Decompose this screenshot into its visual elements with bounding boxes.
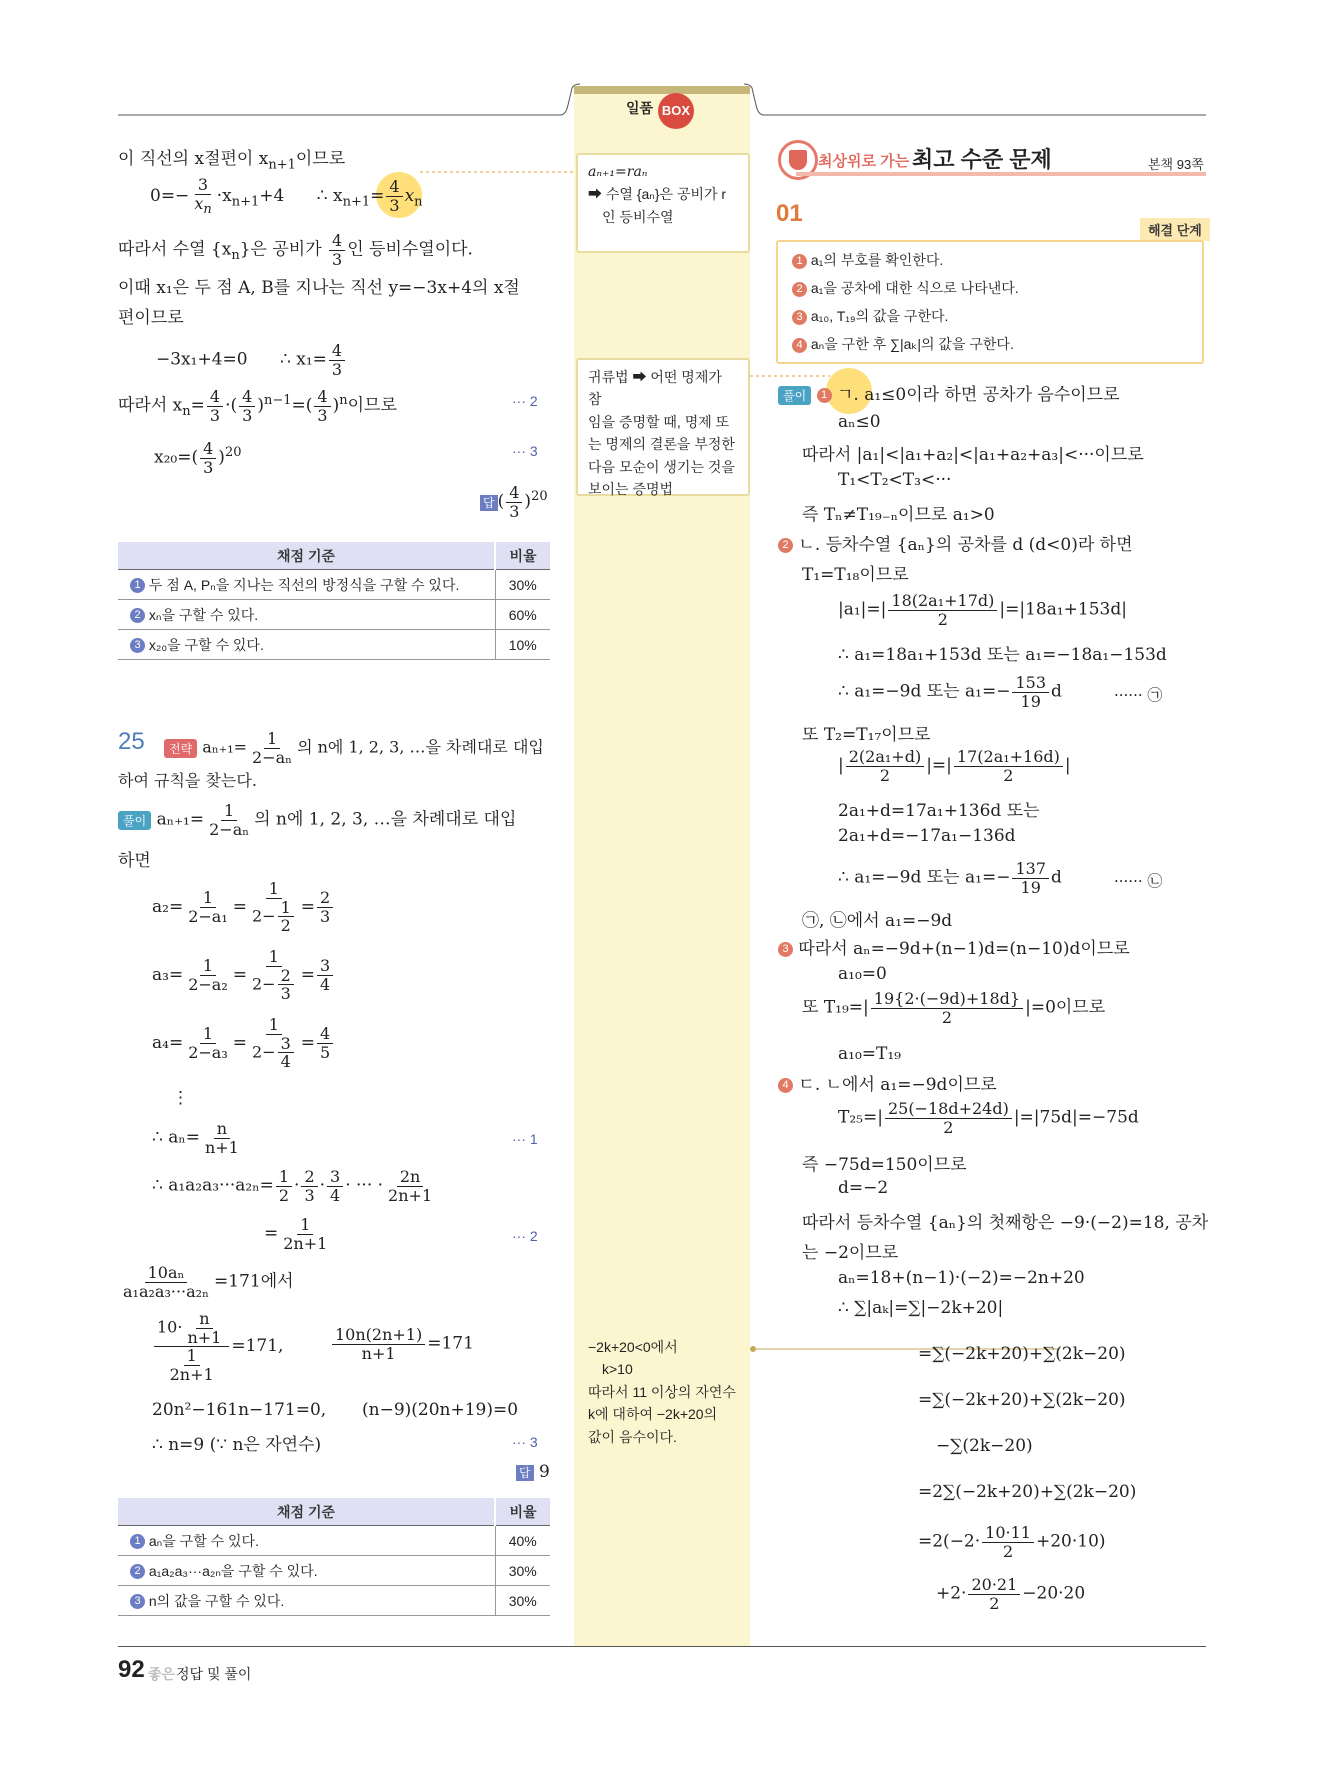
right-line-13: 3 따라서 aₙ=−9d+(n−1)d=(n−10)d이므로 xyxy=(778,934,1130,959)
left-line-6: x₂₀=( $\frac{4}{3}$ )$^{20}$ xyxy=(154,439,242,477)
left-line-4: 편이므로 xyxy=(118,308,184,328)
solution-25-2: 하면 xyxy=(118,851,151,871)
sum-line-1: ∴ ∑|aₖ|=∑|−2k+20| xyxy=(838,1298,1004,1318)
eq-product: ∴ a₁a₂a₃···a₂ₙ= $\frac{1}{2}$ · $\frac{2}{3}$ · $\frac{3}{4}$ · ··· · $\frac{2n}{2n+1}$ xyxy=(152,1167,433,1205)
right-line-9: 또 T₂=T₁₇이므로 xyxy=(802,725,931,745)
section-small-title: 최상위로 가는 xyxy=(818,153,910,170)
eq-an: ∴ aₙ= $\frac{n}{n+1}$ xyxy=(152,1119,239,1157)
steps-tag: 해결 단계 xyxy=(1140,218,1210,241)
eq-t25: T₂₅=| $\frac{25(-18d+24d)}{2}$ |=|75d|=−75d xyxy=(838,1099,1139,1137)
ref-1b: ··· 1 xyxy=(512,1131,538,1147)
eq-a4: a₄= $\frac{1}{\text{2−a₃}}$ = 1 2− $\frac{3}{4}$ = $\frac{4}{5}$ xyxy=(152,1016,335,1071)
center-header-label: 일품 xyxy=(626,100,654,116)
left-eq-2: −3x₁+4=0 ∴ x₁= $\frac{4}{3}$ xyxy=(156,342,347,378)
eq-t2: | $\frac{\text{2(2a₁+d)}}{2}$ |=| $\frac{\text{17(2a₁+16d)}}{2}$ | xyxy=(838,747,1071,785)
ref-3b: ··· 3 xyxy=(512,1434,538,1450)
connector-1 xyxy=(420,170,580,174)
eq-factor: (n−9)(20n+19)=0 xyxy=(362,1400,519,1420)
right-line-7: T₁=T₁₈이므로 xyxy=(802,565,909,585)
table-row: 1 aₙ을 구할 수 있다. 40% xyxy=(118,1526,550,1556)
right-line-10: 2a₁+d=17a₁+136d 또는 xyxy=(838,801,1040,821)
vertical-dots: ⋮ xyxy=(172,1088,189,1108)
table-row: 3 n의 값을 구할 수 있다. 30% xyxy=(118,1586,550,1616)
sum-line-4: −∑(2k−20) xyxy=(936,1436,1033,1456)
marker-2: ······ ㉡ xyxy=(1114,872,1163,890)
right-line-20: 는 −2이므로 xyxy=(802,1243,899,1263)
right-line-4: T₁<T₂<T₃<··· xyxy=(838,470,952,490)
sum-line-6: =2(−2· $\frac{10\cdot 11}{2}$ +20·10) xyxy=(918,1523,1106,1561)
table2-header-ratio: 비율 xyxy=(495,1498,550,1526)
solution-25: 풀이 aₙ₊₁= $\frac{1}{\text{2−aₙ}}$ 의 n에 1, 2, 3, …을 차례대로 대입 xyxy=(118,802,516,838)
steps-box: 1 a₁의 부호를 확인한다. 2 a₁을 공차에 대한 식으로 나타낸다. 3 a₁₀, T₁₉의 값을 구한다. 4 aₙ을 구한 후 ∑|aₖ|의 값을 구한다. xyxy=(776,240,1204,364)
answer-1: 답 ( $\frac{4}{3}$ )$^{20}$ xyxy=(480,484,548,520)
footer-title: 정답 및 풀이 xyxy=(176,1666,252,1682)
sum-line-5: =2∑(−2k+20)+∑(2k−20) xyxy=(918,1482,1137,1502)
answer-2: 답 9 xyxy=(516,1462,550,1482)
right-line-5: 즉 Tₙ≠T₁₉₋ₙ이므로 a₁>0 xyxy=(802,505,995,525)
left-line-2: 따라서 수열 $\{x_n\}$은 공비가 $\frac{4}{3}$ 인 등비수열이다. xyxy=(118,231,473,269)
sum-line-7: +2· $\frac{20\cdot 21}{2}$ −20·20 xyxy=(936,1575,1086,1613)
eq-final: ∴ n=9 (∵ n은 자연수) xyxy=(152,1435,322,1455)
score-table-2 xyxy=(118,1498,550,1616)
right-line-6: 2 ㄴ. 등차수열 {aₙ}의 공차를 d (d<0)라 하면 xyxy=(778,530,1133,555)
eq-a1-137: ∴ a₁=−9d 또는 a₁=− $\frac{137}{19}$ d xyxy=(838,859,1062,897)
right-line-1: 풀이 1 ㄱ. a₁≤0이라 하면 공차가 음수이므로 xyxy=(778,380,1120,405)
note-box-3: −2k+20<0에서 k>10 따라서 11 이상의 자연수 k에 대하여 −2k+20의 값이 음수이다. xyxy=(588,1339,736,1445)
eq-a3: a₃= $\frac{1}{\text{2−a₂}}$ = 1 2− $\frac{2}{3}$ = $\frac{3}{4}$ xyxy=(152,948,335,1003)
note-box-1: aₙ₊₁=raₙ ➡ 수열 {aₙ}은 공비가 r 인 등비수열 xyxy=(576,153,750,253)
ref-2a: ··· 2 xyxy=(512,393,538,409)
right-line-14: a₁₀=0 xyxy=(838,964,887,984)
book-ref: 본책 93쪽 xyxy=(1148,157,1204,172)
right-line-3: 따라서 |a₁|<|a₁+a₂|<|a₁+a₂+a₃|<···이므로 xyxy=(802,445,1144,465)
table-row: 1 두 점 A, Pₙ을 지나는 직선의 방정식을 구할 수 있다. 30% xyxy=(118,570,550,600)
footer-rule xyxy=(118,1646,1206,1647)
eq-a1-153: ∴ a₁=−9d 또는 a₁=− $\frac{153}{19}$ d xyxy=(838,673,1062,711)
right-line-18: d=−2 xyxy=(838,1178,889,1198)
table2-header-criteria: 채점 기준 xyxy=(118,1498,495,1526)
problem-25-strategy: 전략 aₙ₊₁= $\frac{1}{\text{2−aₙ}}$ 의 n에 1, 2, 3, …을 차례대로 대입 xyxy=(164,730,544,766)
section-title: 최고 수준 문제 xyxy=(912,147,1052,172)
left-line-1: 이 직선의 x절편이 $x_{n+1}$이므로 xyxy=(118,149,346,173)
eq-abs-a1: |a₁|=| $\frac{\text{18(2a₁+17d)}}{2}$ |=|18a₁+153d| xyxy=(838,591,1127,629)
table-row: 2 a₁a₂a₃···a₂ₙ을 구할 수 있다. 30% xyxy=(118,1556,550,1586)
eq-big-2: $\frac{10n(2n+1)}{n+1}$ =171 xyxy=(330,1326,474,1362)
sum-line-2: =∑(−2k+20)+∑(2k−20) xyxy=(918,1344,1126,1364)
eq-product-2: = $\frac{1}{2n+1}$ xyxy=(264,1215,328,1253)
left-line-5: 따라서 $x_n=$ $\frac{4}{3}$ ·( $\frac{4}{3}$ )$^{n-1}$=( $\frac{4}{3}$ )$^n$이므로 xyxy=(118,387,397,425)
right-line-16: 4 ㄷ. ㄴ에서 a₁=−9d이므로 xyxy=(778,1070,997,1095)
right-line-19: 따라서 등차수열 {aₙ}의 첫째항은 −9·(−2)=18, 공차 xyxy=(802,1213,1209,1233)
problem-01-number: 01 xyxy=(776,200,803,227)
center-header-badge: BOX xyxy=(658,93,694,129)
connector-2 xyxy=(750,374,830,378)
table-row: 3 x₂₀을 구할 수 있다. 10% xyxy=(118,630,550,660)
problem-25-strategy-2: 하여 규칙을 찾는다. xyxy=(118,771,257,790)
ref-2b: ··· 2 xyxy=(512,1228,538,1244)
table1-header-criteria: 채점 기준 xyxy=(118,542,495,570)
note-box-2: 귀류법 ➡ 어떤 명제가 참 임을 증명할 때, 명제 또 는 명제의 결론을 부정한 다음 모순이 생기는 것을 보이는 증명법 xyxy=(576,358,750,496)
left-line-3: 이때 x₁은 두 점 A, B를 지나는 직선 y=−3x+4의 x절 xyxy=(118,278,520,298)
right-line-2: aₙ≤0 xyxy=(838,412,881,432)
right-line-11: 2a₁+d=−17a₁−136d xyxy=(838,826,1016,846)
right-line-12: ㉠, ㉡에서 a₁=−9d xyxy=(802,911,953,931)
eq-big-1: 10· $\frac{n}{n+1}$ $\frac{1}{2n+1}$ =171, xyxy=(152,1310,283,1383)
problem-25-number: 25 xyxy=(118,728,145,755)
left-eq-1: 0=− $\frac{3}{x_n}$ $\cdot x_{n+1}+4$ ∴ $x_{n+1}=$ $\frac{4}{3}$ $x_n$ xyxy=(150,175,423,217)
sum-line-3: =∑(−2k+20)+∑(2k−20) xyxy=(918,1390,1126,1410)
right-line-15: a₁₀=T₁₉ xyxy=(838,1044,901,1064)
eq-quadratic: 20n²−161n−171=0, xyxy=(152,1400,327,1420)
score-table-1 xyxy=(118,542,550,660)
page-number: 92 xyxy=(118,1656,145,1683)
table1-header-ratio: 비율 xyxy=(495,542,550,570)
eq-t19: 또 T₁₉=| $\frac{19\{2\cdot(-9d)+18d\}}{2}$ |=0이므로 xyxy=(802,989,1106,1027)
marker-1: ······ ㉠ xyxy=(1114,686,1163,704)
footer-brand: 좋은 xyxy=(148,1666,176,1682)
ref-3a: ··· 3 xyxy=(512,443,538,459)
right-line-17: 즉 −75d=150이므로 xyxy=(802,1155,967,1175)
right-line-8: ∴ a₁=18a₁+153d 또는 a₁=−18a₁−153d xyxy=(838,645,1167,665)
right-line-21: aₙ=18+(n−1)·(−2)=−2n+20 xyxy=(838,1268,1085,1288)
eq-ratio: $\frac{\text{10aₙ}}{\text{a₁a₂a₃···a₂ₙ}}$ =171에서 xyxy=(123,1263,294,1301)
eq-a2: a₂= $\frac{1}{\text{2−a₁}}$ = 1 2− $\frac{1}{2}$ = $\frac{2}{3}$ xyxy=(152,880,335,935)
table-row: 2 xₙ을 구할 수 있다. 60% xyxy=(118,600,550,630)
